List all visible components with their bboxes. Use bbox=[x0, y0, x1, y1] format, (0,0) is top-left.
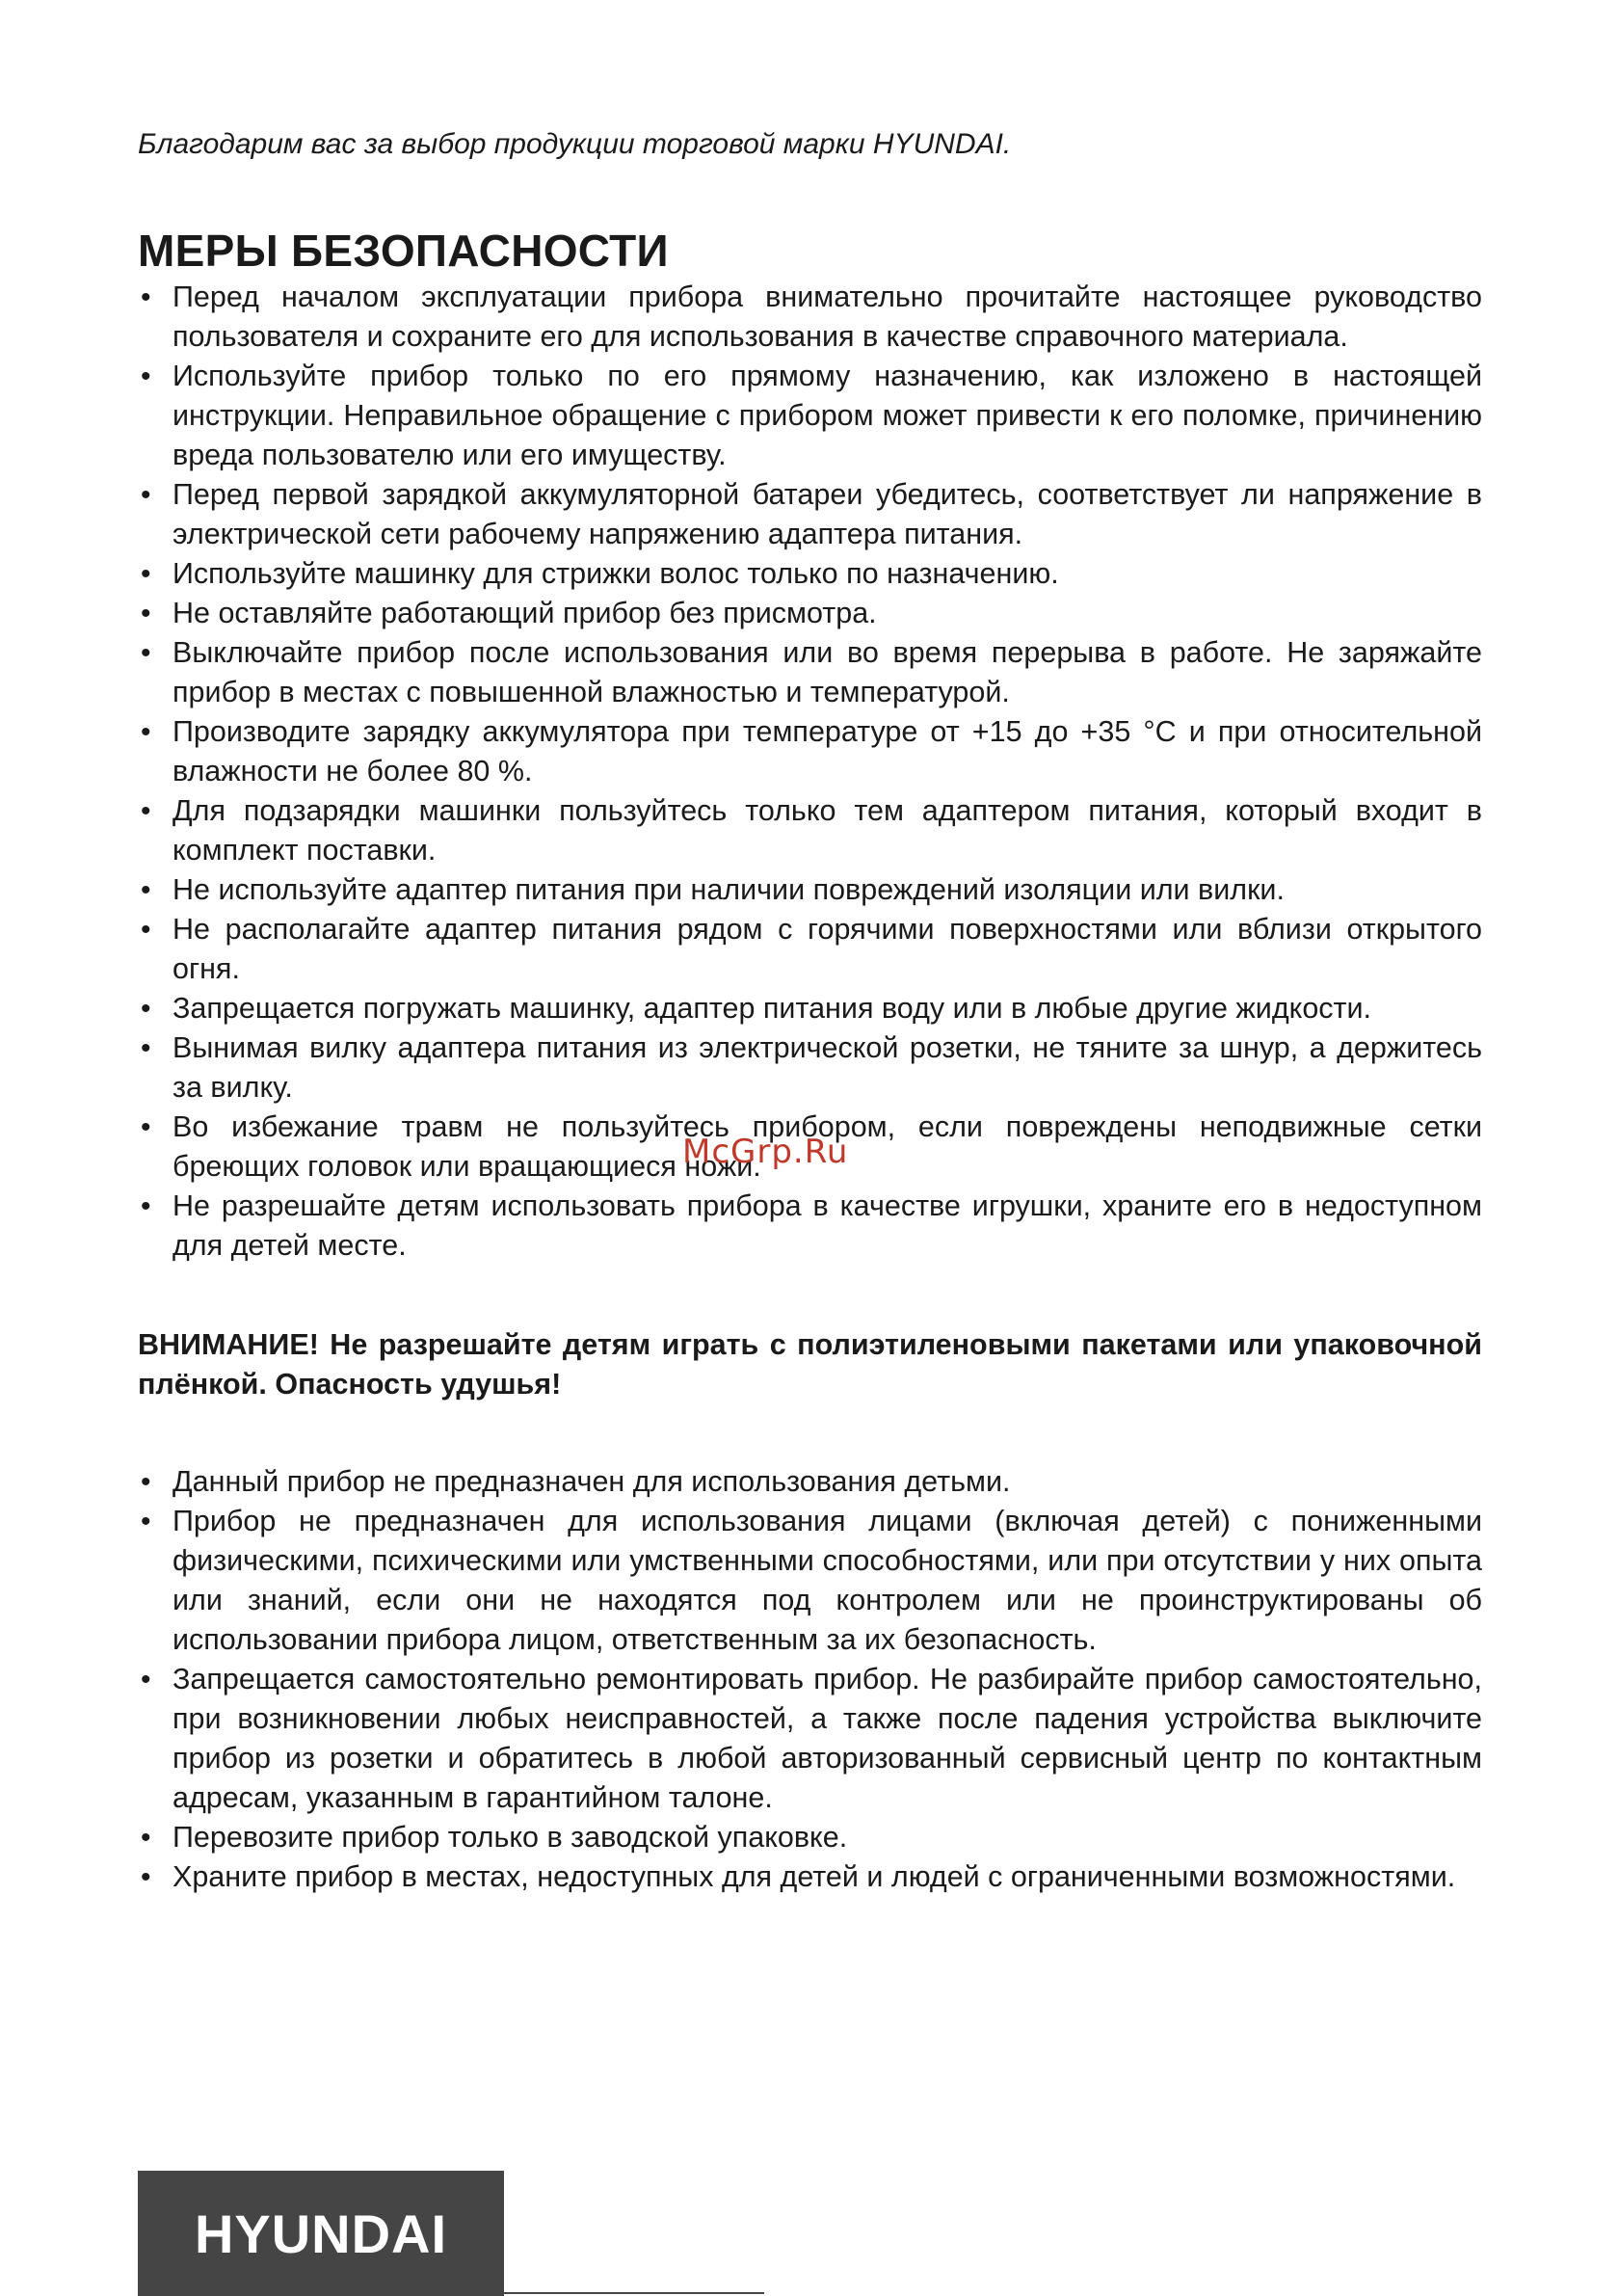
list-item-text: Перевозите прибор только в заводской упаковке. bbox=[172, 1821, 848, 1854]
bullet-icon: • bbox=[141, 598, 151, 629]
list-item bbox=[138, 554, 1482, 594]
safety-list bbox=[138, 278, 1482, 1266]
intro-text: Благодарим вас за выбор продукции торговой марки HYUNDAI. bbox=[138, 128, 1012, 160]
warning-text: ВНИМАНИЕ! Не разрешайте детям играть с полиэтиленовыми пакетами или упаковочной плёнкой. Опасность удушья! bbox=[138, 1328, 1482, 1401]
list-item-text: Не используйте адаптер питания при наличии повреждений изоляции или вилки. bbox=[172, 873, 1285, 906]
list-item-text: Не располагайте адаптер питания рядом с горячими поверхностями или вблизи открытого огня. bbox=[172, 913, 1482, 985]
bullet-icon: • bbox=[141, 1861, 151, 1893]
section-title: МЕРЫ БЕЗОПАСНОСТИ bbox=[138, 226, 669, 276]
list-item-text: Запрещается погружать машинку, адаптер питания воду или в любые другие жидкости. bbox=[172, 992, 1372, 1025]
list-item bbox=[138, 870, 1482, 910]
list-item bbox=[138, 989, 1482, 1028]
list-item bbox=[138, 1462, 1482, 1502]
bullet-icon: • bbox=[141, 1822, 151, 1854]
bullet-icon: • bbox=[141, 795, 151, 827]
list-item bbox=[138, 278, 1482, 357]
list-item bbox=[138, 1660, 1482, 1818]
bullet-icon: • bbox=[141, 914, 151, 946]
list-item bbox=[138, 1818, 1482, 1857]
bullet-icon: • bbox=[141, 479, 151, 511]
list-item-text: Перед началом эксплуатации прибора внимательно прочитайте настоящее руководство пользователя и сохраните его для использования в качестве справочного материала. bbox=[172, 280, 1482, 353]
bullet-icon: • bbox=[141, 1190, 151, 1222]
list-item-text: Производите зарядку аккумулятора при температуре от +15 до +35 °С и при относительной влажности не более 80 %. bbox=[172, 715, 1482, 788]
list-item-text: Перед первой зарядкой аккумуляторной батареи убедитесь, соответствует ли напряжение в электрической сети рабочему напряжению адаптера питания. bbox=[172, 478, 1482, 550]
bullet-icon: • bbox=[141, 1664, 151, 1695]
list-item-text: Данный прибор не предназначен для использования детьми. bbox=[172, 1465, 1011, 1498]
list-item-text: Запрещается самостоятельно ремонтировать прибор. Не разбирайте прибор самостоятельно, при возникновении любых неисправностей, а также после падения устройства выключите прибор из розетки и обратитесь в любой авторизованный сервисный центр по контактным адресам, указанным в гарантийном талоне. bbox=[172, 1663, 1482, 1814]
list-item bbox=[138, 791, 1482, 870]
list-item bbox=[138, 475, 1482, 554]
bullet-icon: • bbox=[141, 360, 151, 392]
bullet-icon: • bbox=[141, 281, 151, 313]
bullet-icon: • bbox=[141, 716, 151, 748]
list-item-text: Вынимая вилку адаптера питания из электрической розетки, не тяните за шнур, а держитесь за вилку. bbox=[172, 1031, 1482, 1104]
bullet-icon: • bbox=[141, 1111, 151, 1143]
brand-logo-text: HYUNDAI bbox=[194, 2203, 448, 2264]
bullet-icon: • bbox=[141, 637, 151, 669]
bullet-icon: • bbox=[141, 1032, 151, 1064]
list-item-text: Прибор не предназначен для использования лицами (включая детей) с пониженными физическими, психическими или умственными способностями, или при отсутствии у них опыта или знаний, если они не находятся под контролем или не проинструктированы об использовании прибора лицом, ответственным за их безопасность. bbox=[172, 1505, 1482, 1656]
list-item bbox=[138, 712, 1482, 791]
list-item-text: Не оставляйте работающий прибор без присмотра. bbox=[172, 597, 877, 629]
list-item bbox=[138, 594, 1482, 633]
bullet-icon: • bbox=[141, 558, 151, 590]
list-item-text: Храните прибор в местах, недоступных для детей и людей с ограниченными возможностями. bbox=[172, 1860, 1456, 1893]
list-item-text: Используйте машинку для стрижки волос только по назначению. bbox=[172, 557, 1059, 590]
list-item bbox=[138, 633, 1482, 712]
list-item bbox=[138, 1857, 1482, 1897]
list-item bbox=[138, 910, 1482, 989]
brand-logo bbox=[138, 2171, 504, 2296]
list-item bbox=[138, 357, 1482, 475]
document-page bbox=[138, 125, 1482, 1897]
extra-safety-list bbox=[138, 1462, 1482, 1897]
list-item-text: Не разрешайте детям использовать прибора в качестве игрушки, храните его в недоступном для детей месте. bbox=[172, 1189, 1482, 1262]
list-item-text: Для подзарядки машинки пользуйтесь только тем адаптером питания, который входит в комплект поставки. bbox=[172, 794, 1482, 867]
watermark: McGrp.Ru bbox=[682, 1133, 849, 1171]
list-item-text: Используйте прибор только по его прямому назначению, как изложено в настоящей инструкции. Неправильное обращение с прибором может привести к его поломке, причинению вреда пользователю или его имуществу. bbox=[172, 360, 1482, 471]
list-item bbox=[138, 1187, 1482, 1266]
bullet-icon: • bbox=[141, 993, 151, 1025]
list-item bbox=[138, 1502, 1482, 1660]
list-item bbox=[138, 1028, 1482, 1108]
bullet-icon: • bbox=[141, 1506, 151, 1537]
bullet-icon: • bbox=[141, 874, 151, 906]
list-item-text: Во избежание травм не пользуйтесь прибором, если повреждены неподвижные сетки бреющих головок или вращающиеся ножи. bbox=[172, 1110, 1482, 1183]
list-item-text: Выключайте прибор после использования или во время перерыва в работе. Не заряжайте прибор в местах с повышенной влажностью и температурой. bbox=[172, 636, 1482, 708]
bottom-divider bbox=[504, 2292, 764, 2294]
bullet-icon: • bbox=[141, 1466, 151, 1498]
